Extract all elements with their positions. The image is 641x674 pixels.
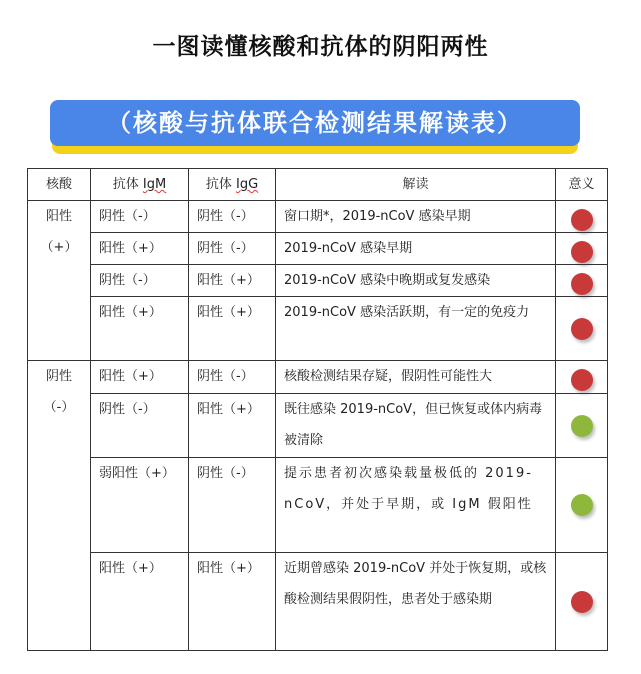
interpretation-cell: 2019-nCoV 感染中晚期或复发感染 xyxy=(276,265,556,297)
meaning-cell xyxy=(556,361,608,394)
interpretation-cell: 近期曾感染 2019-nCoV 并处于恢复期，或核酸检测结果假阴性，患者处于感染期 xyxy=(276,553,556,651)
nucleic-result: 阴性 xyxy=(45,369,72,384)
meaning-cell xyxy=(556,297,608,361)
nucleic-group-cell xyxy=(28,361,91,651)
red-status-dot-icon xyxy=(571,369,593,391)
igm-cell: 弱阳性（+） xyxy=(91,458,189,553)
table-row xyxy=(28,361,608,394)
igg-cell: 阴性（-） xyxy=(189,361,276,394)
meaning-cell xyxy=(556,553,608,651)
table-row xyxy=(28,394,608,458)
red-status-dot-icon xyxy=(571,241,593,263)
meaning-cell xyxy=(556,394,608,458)
red-status-dot-icon xyxy=(571,591,593,613)
nucleic-sign: （-） xyxy=(43,400,75,415)
igm-cell: 阳性（+） xyxy=(91,233,189,265)
interpretation-cell: 既往感染 2019-nCoV，但已恢复或体内病毒被清除 xyxy=(276,394,556,458)
igg-cell: 阳性（+） xyxy=(189,265,276,297)
header-interpretation: 解读 xyxy=(276,169,556,201)
interpretation-cell: 窗口期*，2019-nCoV 感染早期 xyxy=(276,201,556,233)
table-row xyxy=(28,458,608,553)
meaning-cell xyxy=(556,201,608,233)
header-igg-prefix: 抗体 xyxy=(205,177,236,192)
green-status-dot-icon xyxy=(571,494,593,516)
igg-cell: 阳性（+） xyxy=(189,553,276,651)
page-title: 一图读懂核酸和抗体的阴阳两性 xyxy=(152,34,489,60)
igg-cell: 阴性（-） xyxy=(189,458,276,553)
interpretation-cell: 提示患者初次感染载量极低的 2019-nCoV，并处于早期，或 IgM 假阳性 xyxy=(276,458,556,553)
igm-cell: 阴性（-） xyxy=(91,201,189,233)
igg-cell: 阳性（+） xyxy=(189,394,276,458)
igm-cell: 阴性（-） xyxy=(91,265,189,297)
green-status-dot-icon xyxy=(571,415,593,437)
interpretation-cell: 2019-nCoV 感染活跃期，有一定的免疫力 xyxy=(276,297,556,361)
header-igg xyxy=(189,169,276,201)
igg-cell: 阴性（-） xyxy=(189,201,276,233)
table-header-row xyxy=(28,169,608,201)
interpretation-cell: 核酸检测结果存疑，假阴性可能性大 xyxy=(276,361,556,394)
igm-cell: 阳性（+） xyxy=(91,297,189,361)
interpretation-cell: 2019-nCoV 感染早期 xyxy=(276,233,556,265)
table-row xyxy=(28,265,608,297)
nucleic-sign: （+） xyxy=(40,240,78,255)
header-igm-label: IgM xyxy=(142,177,167,192)
table-row xyxy=(28,233,608,265)
nucleic-result: 阳性 xyxy=(45,209,72,224)
header-igm xyxy=(91,169,189,201)
red-status-dot-icon xyxy=(571,273,593,295)
nucleic-group-cell xyxy=(28,201,91,361)
table-row xyxy=(28,553,608,651)
igg-cell: 阳性（+） xyxy=(189,297,276,361)
banner-subtitle: （核酸与抗体联合检测结果解读表） xyxy=(50,100,580,146)
red-status-dot-icon xyxy=(571,209,593,231)
igm-cell: 阴性（-） xyxy=(91,394,189,458)
igm-cell: 阳性（+） xyxy=(91,361,189,394)
header-igm-prefix: 抗体 xyxy=(112,177,143,192)
header-meaning: 意义 xyxy=(556,169,608,201)
table-row xyxy=(28,201,608,233)
red-status-dot-icon xyxy=(571,318,593,340)
meaning-cell xyxy=(556,458,608,553)
results-table xyxy=(27,168,608,651)
header-igg-label: IgG xyxy=(235,177,259,192)
meaning-cell xyxy=(556,233,608,265)
header-nucleic: 核酸 xyxy=(28,169,91,201)
igm-cell: 阳性（+） xyxy=(91,553,189,651)
meaning-cell xyxy=(556,265,608,297)
igg-cell: 阴性（-） xyxy=(189,233,276,265)
table-row xyxy=(28,297,608,361)
